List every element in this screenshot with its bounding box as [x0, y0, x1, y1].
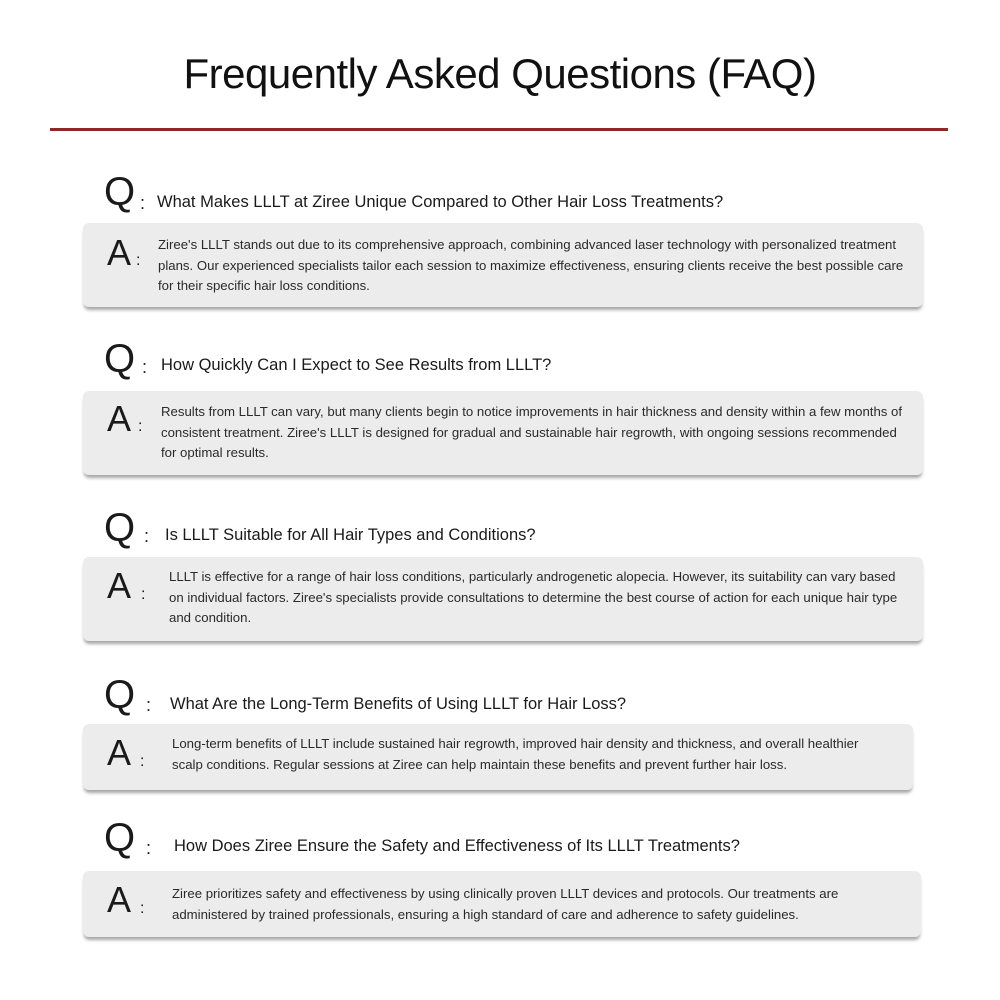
answer-marker: A — [107, 879, 132, 920]
answer-text: Results from LLLT can vary, but many clients begin to notice improvements in hair thickness and density within a few months of consistent treatment. Ziree's LLLT is designed for gradual and sustainable hair regrowth, with ongoing sessions recommended for optimal results. — [161, 404, 903, 460]
answer-box — [83, 871, 921, 937]
answer-marker: A — [107, 398, 132, 439]
answer-colon: : — [140, 753, 145, 770]
answer-text: Long-term benefits of LLLT include sustained hair regrowth, improved hair density and thickness, and overall healthier scalp conditions. Regular sessions at Ziree can help maintain these benefits and prevent further hair loss. — [172, 736, 859, 772]
question-colon: : — [142, 357, 148, 377]
question-text: How Does Ziree Ensure the Safety and Effectiveness of Its LLLT Treatments? — [174, 837, 740, 855]
answer-text: Ziree's LLLT stands out due to its comprehensive approach, combining advanced laser technology with personalized treatment plans. Our experienced specialists tailor each session to maximize effectiveness, ensuring clients receive the best possible care for their specific hair loss conditions. — [158, 237, 904, 293]
answer-text: LLLT is effective for a range of hair loss conditions, particularly androgenetic alopecia. However, its suitability can vary based on individual factors. Ziree's specialists provide consultations to determine the best course of action for each unique hair type and condition. — [169, 569, 898, 625]
title-divider — [50, 128, 948, 131]
question-text: What Makes LLLT at Ziree Unique Compared to Other Hair Loss Treatments? — [157, 193, 724, 211]
question-marker: Q — [104, 673, 136, 717]
question-colon: : — [140, 193, 146, 213]
page-title: Frequently Asked Questions (FAQ) — [183, 50, 817, 97]
answer-box — [83, 223, 923, 307]
question-marker: Q — [104, 506, 136, 550]
answer-box — [83, 391, 923, 475]
answer-box — [83, 557, 923, 641]
question-colon: : — [146, 695, 152, 715]
question-marker: Q — [104, 170, 136, 214]
question-colon: : — [146, 838, 152, 858]
answer-marker: A — [107, 732, 132, 773]
question-marker: Q — [104, 337, 136, 381]
answer-marker: A — [107, 232, 132, 273]
answer-colon: : — [136, 252, 141, 269]
question-text: How Quickly Can I Expect to See Results from LLLT? — [161, 356, 552, 374]
question-marker: Q — [104, 816, 136, 860]
answer-colon: : — [140, 900, 145, 917]
answer-marker: A — [107, 565, 132, 606]
answer-colon: : — [138, 418, 143, 435]
answer-text: Ziree prioritizes safety and effectiveness by using clinically proven LLLT devices and protocols. Our treatments are administered by trained professionals, ensuring a high standard of care and adherence to safety guidelines. — [172, 886, 839, 922]
question-colon: : — [144, 526, 150, 546]
question-text: What Are the Long-Term Benefits of Using LLLT for Hair Loss? — [170, 695, 627, 713]
answer-box — [83, 724, 913, 790]
question-text: Is LLLT Suitable for All Hair Types and Conditions? — [165, 526, 536, 544]
answer-colon: : — [141, 586, 146, 603]
